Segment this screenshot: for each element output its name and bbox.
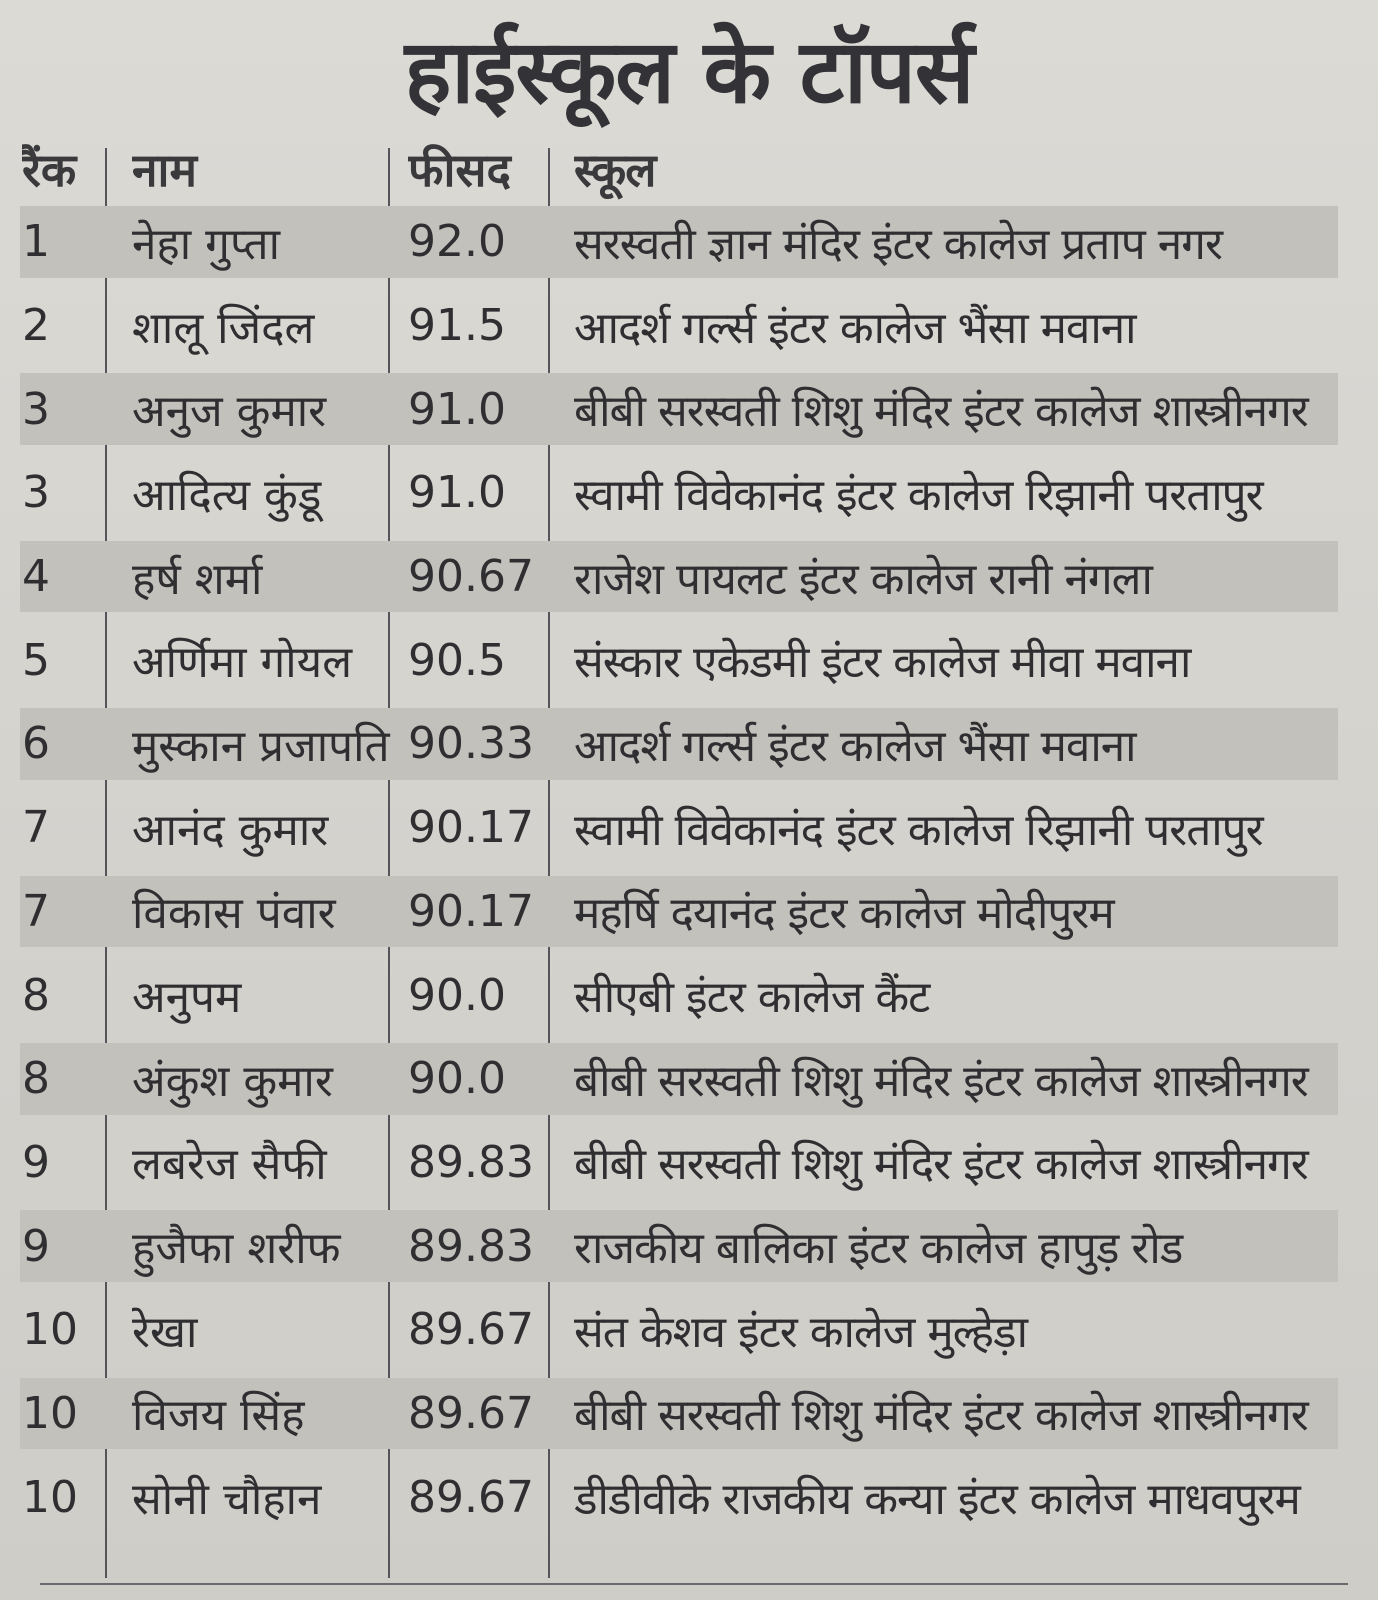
- percent-cell: 92.0: [408, 216, 506, 268]
- percent-cell: 89.83: [408, 1220, 534, 1272]
- toppers-table: [0, 140, 1378, 1539]
- school-cell: डीडीवीके राजकीय कन्या इंटर कालेज माधवपुरम: [574, 1474, 1300, 1526]
- name-cell: अंकुश कुमार: [132, 1055, 333, 1107]
- rank-cell: 4: [22, 551, 50, 603]
- name-cell: आदित्य कुंडू: [132, 469, 322, 521]
- school-cell: बीबी सरस्वती शिशु मंदिर इंटर कालेज शास्त्रीनगर: [574, 386, 1308, 438]
- name-cell: विकास पंवार: [132, 888, 336, 940]
- table-row: [0, 367, 1378, 451]
- rank-cell: 3: [22, 383, 50, 435]
- name-cell: नेहा गुप्ता: [132, 218, 280, 270]
- header-name: नाम: [132, 143, 197, 197]
- table-row: [0, 953, 1378, 1037]
- percent-cell: 90.17: [408, 885, 534, 937]
- headline: हाईस्कूल के टॉपर्स: [404, 20, 974, 123]
- rank-cell: 10: [22, 1471, 78, 1523]
- header-percent: फीसद: [408, 143, 511, 197]
- rank-cell: 10: [22, 1304, 78, 1356]
- school-cell: आदर्श गर्ल्स इंटर कालेज भैंसा मवाना: [574, 302, 1136, 354]
- school-cell: बीबी सरस्वती शिशु मंदिर इंटर कालेज शास्त्रीनगर: [574, 1139, 1308, 1191]
- percent-cell: 89.83: [408, 1136, 534, 1188]
- school-cell: आदर्श गर्ल्स इंटर कालेज भैंसा मवाना: [574, 720, 1136, 772]
- rank-cell: 7: [22, 885, 50, 937]
- table-row: [0, 1204, 1378, 1288]
- school-cell: बीबी सरस्वती शिशु मंदिर इंटर कालेज शास्त्रीनगर: [574, 1055, 1308, 1107]
- table-row: [0, 1121, 1378, 1205]
- rank-cell: 9: [22, 1220, 50, 1272]
- table-header: [0, 140, 1378, 200]
- name-cell: आनंद कुमार: [132, 804, 329, 856]
- table-row: [0, 1037, 1378, 1121]
- percent-cell: 90.17: [408, 802, 534, 854]
- table-row: [0, 535, 1378, 619]
- percent-cell: 91.0: [408, 383, 506, 435]
- table-row: [0, 618, 1378, 702]
- rank-cell: 1: [22, 216, 50, 268]
- table-row: [0, 1372, 1378, 1456]
- rank-cell: 2: [22, 300, 50, 352]
- rank-cell: 8: [22, 1053, 50, 1105]
- rank-cell: 8: [22, 969, 50, 1021]
- name-cell: अनुज कुमार: [132, 386, 327, 438]
- percent-cell: 89.67: [408, 1304, 534, 1356]
- percent-cell: 90.33: [408, 718, 534, 770]
- rank-cell: 6: [22, 718, 50, 770]
- table-row: [0, 451, 1378, 535]
- name-cell: लबरेज सैफी: [132, 1139, 327, 1191]
- percent-cell: 91.0: [408, 467, 506, 519]
- rank-cell: 5: [22, 634, 50, 686]
- name-cell: अनुपम: [132, 972, 242, 1024]
- rank-cell: 7: [22, 802, 50, 854]
- table-row: [0, 200, 1378, 284]
- school-cell: सीएबी इंटर कालेज कैंट: [574, 972, 930, 1024]
- school-cell: राजकीय बालिका इंटर कालेज हापुड़ रोड: [574, 1223, 1183, 1275]
- school-cell: स्वामी विवेकानंद इंटर कालेज रिझानी परतापुर: [574, 469, 1263, 521]
- table-row: [0, 1288, 1378, 1372]
- school-cell: राजेश पायलट इंटर कालेज रानी नंगला: [574, 553, 1152, 605]
- table-row: [0, 786, 1378, 870]
- school-cell: बीबी सरस्वती शिशु मंदिर इंटर कालेज शास्त्रीनगर: [574, 1390, 1308, 1442]
- percent-cell: 90.0: [408, 969, 506, 1021]
- table-row: [0, 284, 1378, 368]
- name-cell: हर्ष शर्मा: [132, 553, 263, 605]
- percent-cell: 89.67: [408, 1471, 534, 1523]
- name-cell: रेखा: [132, 1306, 198, 1358]
- table-row: [0, 1455, 1378, 1539]
- school-cell: सरस्वती ज्ञान मंदिर इंटर कालेज प्रताप नगर: [574, 218, 1222, 270]
- name-cell: सोनी चौहान: [132, 1474, 322, 1526]
- name-cell: विजय सिंह: [132, 1390, 305, 1442]
- table-row: [0, 702, 1378, 786]
- table-row: [0, 870, 1378, 954]
- school-cell: महर्षि दयानंद इंटर कालेज मोदीपुरम: [574, 888, 1114, 940]
- percent-cell: 91.5: [408, 300, 506, 352]
- rank-cell: 9: [22, 1136, 50, 1188]
- rank-cell: 10: [22, 1387, 78, 1439]
- name-cell: शालू जिंदल: [132, 302, 315, 354]
- school-cell: संस्कार एकेडमी इंटर कालेज मीवा मवाना: [574, 637, 1191, 689]
- name-cell: अर्णिमा गोयल: [132, 637, 353, 689]
- header-rank: रैंक: [22, 143, 77, 197]
- rank-cell: 3: [22, 467, 50, 519]
- percent-cell: 90.0: [408, 1053, 506, 1105]
- bottom-rule: [40, 1583, 1348, 1585]
- percent-cell: 89.67: [408, 1387, 534, 1439]
- name-cell: हुजैफा शरीफ: [132, 1223, 341, 1275]
- school-cell: स्वामी विवेकानंद इंटर कालेज रिझानी परतापुर: [574, 804, 1263, 856]
- percent-cell: 90.67: [408, 551, 534, 603]
- school-cell: संत केशव इंटर कालेज मुल्हेड़ा: [574, 1306, 1027, 1358]
- table-body: [0, 200, 1378, 1539]
- percent-cell: 90.5: [408, 634, 506, 686]
- name-cell: मुस्कान प्रजापति: [132, 720, 390, 772]
- header-school: स्कूल: [574, 143, 656, 197]
